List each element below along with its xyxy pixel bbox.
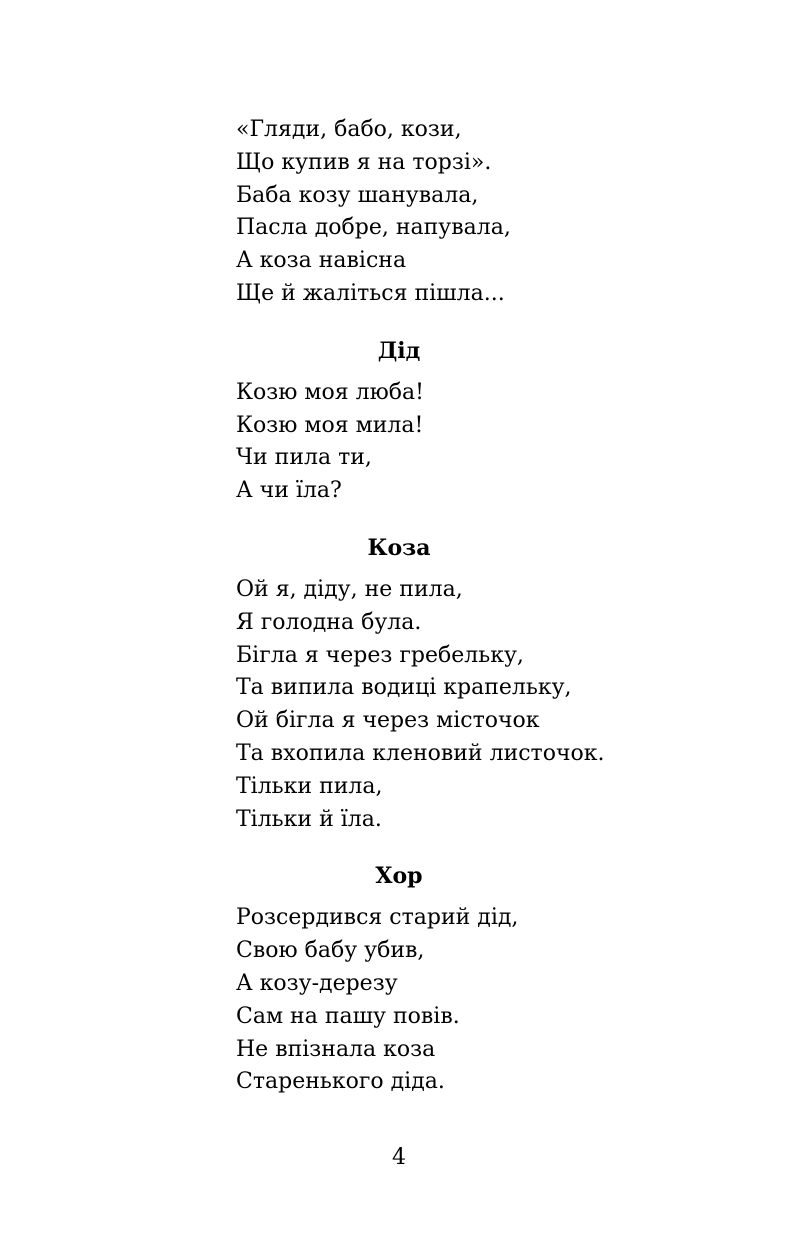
stanza-koza (236, 532, 656, 836)
poem-line: А козу-дерезу (236, 970, 398, 996)
poem-line: А коза навісна (236, 248, 407, 274)
poem-line: А чи їла? (236, 478, 342, 504)
poem-line: Сам на пашу повів. (236, 1003, 460, 1029)
stanza-khor (236, 860, 656, 1099)
stanza-did (236, 335, 656, 508)
poem-line: Ой бігла я через місточок (236, 708, 540, 734)
poem-line: Та випила водиці крапельку, (236, 675, 572, 701)
poem-line: Чи пила ти, (236, 445, 372, 471)
poem-line: Ще й жаліться пішла... (236, 280, 505, 306)
poem-line: Ой я, діду, не пила, (236, 576, 463, 602)
poem-line: Баба козу шанувала, (236, 182, 479, 208)
poem-text (236, 114, 656, 1099)
poem-line: Пасла добре, напувала, (236, 215, 511, 241)
poem-line: Тільки й їла. (236, 806, 382, 832)
poem-line: Козю моя люба! (236, 379, 424, 405)
stanza-intro (236, 114, 656, 311)
poem-line: Та вхопила кленовий листочок. (236, 740, 605, 766)
poem-line: Я голодна була. (236, 609, 422, 635)
page-number: 4 (392, 1145, 406, 1170)
poem-line: «Гляди, бабо, кози, (236, 117, 462, 142)
speaker-heading: Хор (375, 863, 423, 890)
speaker-heading: Дід (377, 337, 421, 364)
poem-line: Старенького діда. (236, 1069, 445, 1095)
poem-line: Тільки пила, (236, 773, 383, 799)
poem-line: Свою бабу убив, (236, 938, 425, 964)
poem-line: Не впізнала коза (236, 1036, 436, 1062)
poem-line: Бігла я через гребельку, (236, 642, 524, 668)
poem-line: Що купив я на торзі». (236, 149, 492, 175)
poem-line: Козю моя мила! (236, 412, 424, 438)
poem-line: Розсердився старий дід, (236, 905, 519, 931)
speaker-heading: Коза (367, 534, 431, 561)
